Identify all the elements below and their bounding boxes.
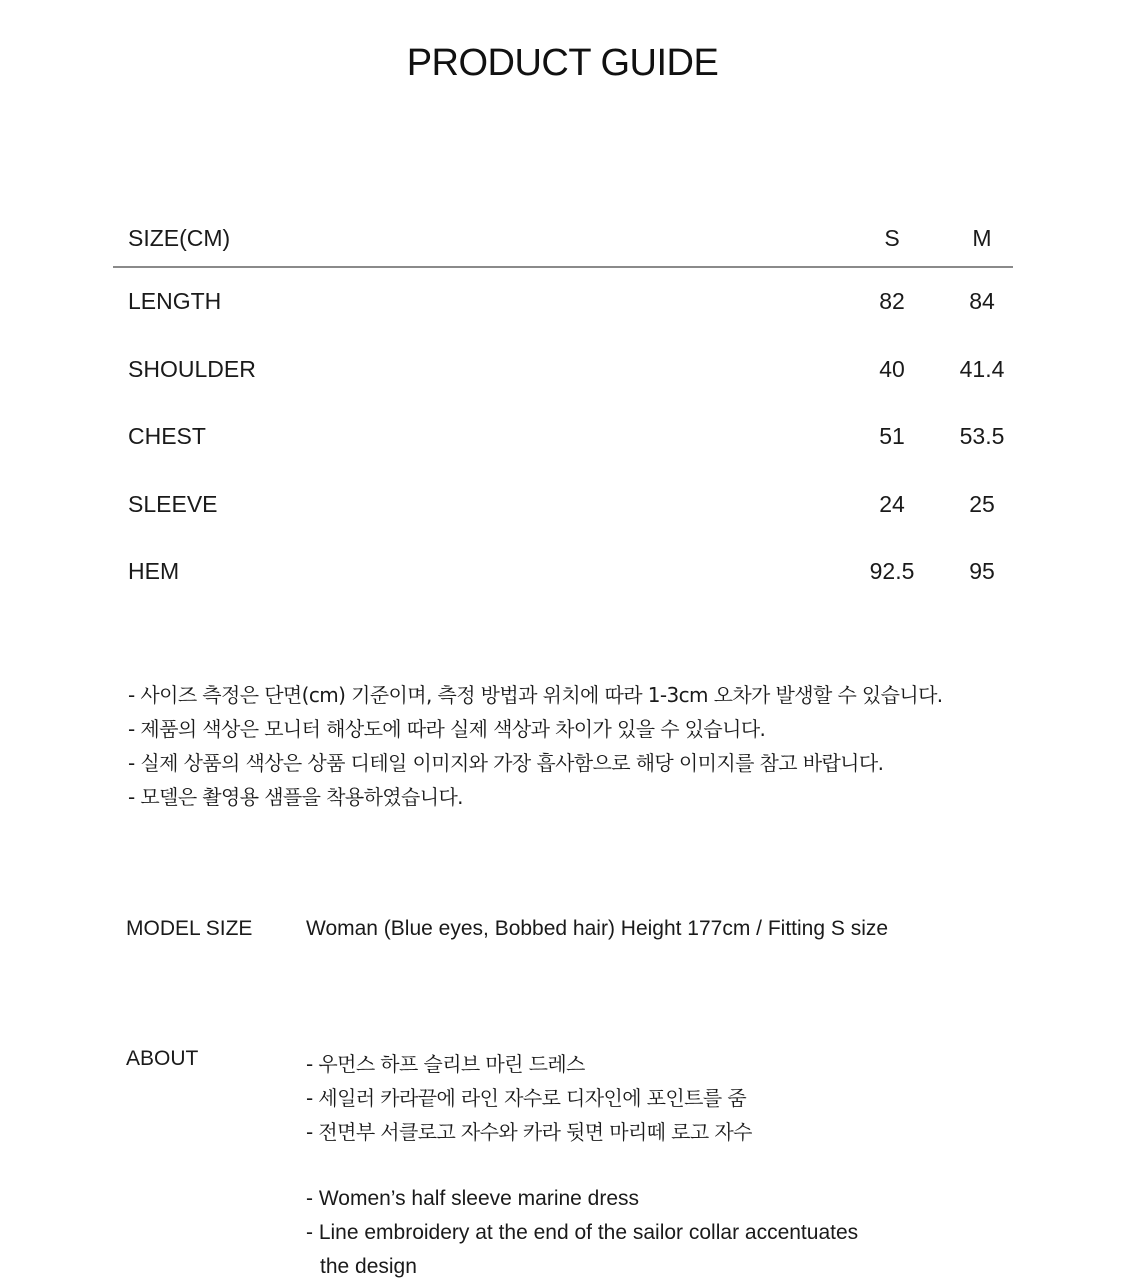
about-label: ABOUT (126, 1047, 199, 1070)
model-size-value: Woman (Blue eyes, Bobbed hair) Height 177cm / Fitting S size (306, 917, 889, 940)
model-size-label: MODEL SIZE (126, 917, 253, 940)
table-row (113, 538, 1013, 606)
about-item-ko: - 세일러 카라끝에 라인 자수로 디자인에 포인트를 줌 (306, 1086, 747, 1110)
note-line: - 제품의 색상은 모니터 해상도에 따라 실제 색상과 차이가 있을 수 있습니다. (128, 717, 766, 741)
size-header-label: SIZE(CM) (128, 224, 231, 251)
size-header-s: S (884, 224, 900, 251)
row-label: CHEST (128, 423, 206, 450)
row-value-s: 82 (879, 288, 905, 315)
row-value-s: 51 (879, 423, 905, 450)
table-row (113, 471, 1013, 539)
row-value-m: 84 (969, 288, 995, 315)
about-item-ko: - 전면부 서클로고 자수와 카라 뒷면 마리떼 로고 자수 (306, 1120, 752, 1144)
table-row (113, 336, 1013, 404)
row-label: HEM (128, 558, 180, 585)
table-row (113, 268, 1013, 336)
spacer (306, 1149, 858, 1182)
size-table-header (113, 210, 1013, 268)
row-label: SLEEVE (128, 490, 218, 517)
size-notes (128, 678, 943, 814)
table-row (113, 403, 1013, 471)
note-line: - 사이즈 측정은 단면(cm) 기준이며, 측정 방법과 위치에 따라 1-3cm 오차가 발생할 수 있습니다. (128, 683, 943, 707)
row-value-m: 25 (969, 490, 995, 517)
row-value-s: 24 (879, 490, 905, 517)
page-title: PRODUCT GUIDE (406, 42, 719, 84)
row-label: SHOULDER (128, 355, 256, 382)
size-table (113, 210, 1013, 606)
about-item-en: - Line embroidery at the end of the sailor collar accentuates (306, 1221, 859, 1244)
row-value-s: 40 (879, 355, 905, 382)
row-value-m: 53.5 (959, 423, 1005, 450)
row-value-m: 41.4 (959, 355, 1005, 382)
about-list (306, 1047, 858, 1284)
size-header-m: M (972, 224, 992, 251)
note-line: - 실제 상품의 색상은 상품 디테일 이미지와 가장 흡사함으로 해당 이미지를 참고 바랍니다. (128, 751, 884, 775)
row-value-m: 95 (969, 558, 995, 585)
note-line: - 모델은 촬영용 샘플을 착용하였습니다. (128, 785, 463, 809)
about-item-en: - Women’s half sleeve marine dress (306, 1187, 640, 1210)
about-item-en: the design (320, 1255, 417, 1278)
about-item-ko: - 우먼스 하프 슬리브 마린 드레스 (306, 1052, 585, 1076)
row-label: LENGTH (128, 288, 222, 315)
row-value-s: 92.5 (869, 558, 915, 585)
